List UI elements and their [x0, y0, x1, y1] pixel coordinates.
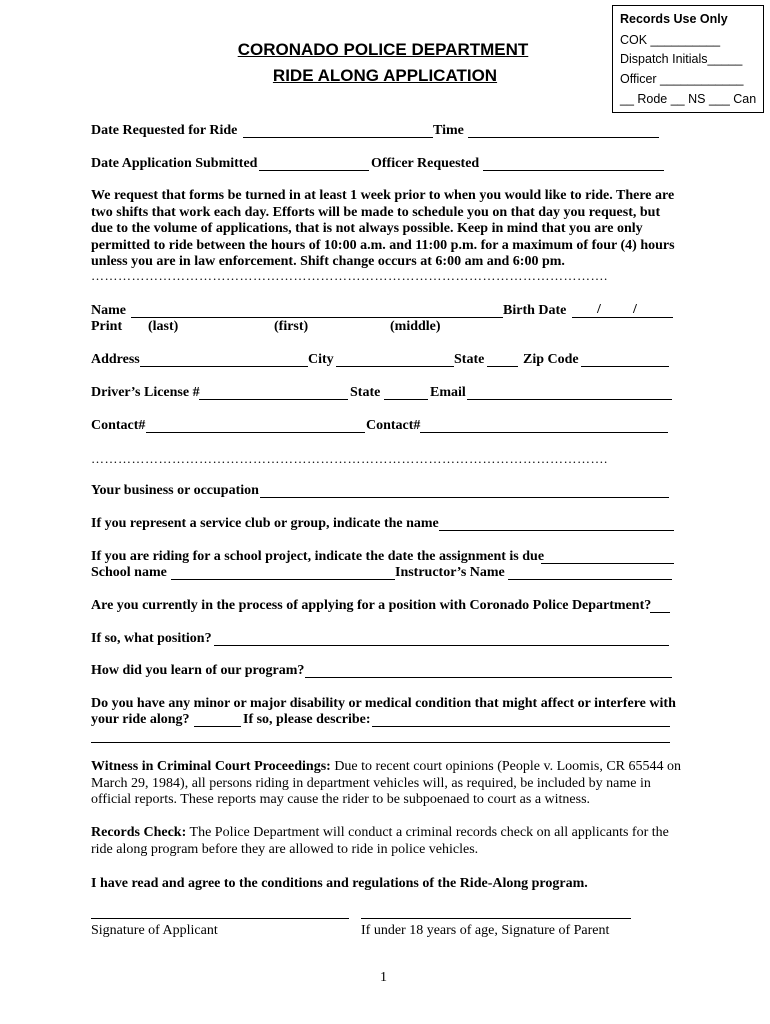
time-field[interactable] — [468, 137, 659, 138]
contact-1-field[interactable] — [146, 432, 365, 433]
city-field[interactable] — [336, 366, 454, 367]
page-number: 1 — [380, 970, 387, 985]
business-label: Your business or occupation — [91, 483, 259, 498]
license-state-label: State — [350, 385, 381, 400]
first-name-hint: (first) — [274, 319, 309, 334]
parent-signature-label: If under 18 years of age, Signature of Parent — [361, 923, 610, 938]
contact-1-label: Contact# — [91, 418, 146, 433]
disability-describe-field[interactable] — [372, 726, 670, 727]
witness-text: official reports. These reports may cause the rider to be subpoenaed to court as a witness. — [91, 792, 591, 807]
witness-paragraph — [91, 759, 685, 809]
service-club-field[interactable] — [439, 530, 674, 531]
address-field[interactable] — [140, 366, 308, 367]
instructor-name-label: Instructor’s Name — [395, 565, 505, 580]
page-title: CORONADO POLICE DEPARTMENT — [237, 40, 529, 59]
witness-heading: Witness in Criminal Court Proceedings: — [91, 759, 331, 774]
intro-line: permitted to ride between the hours of 10:00 a.m. and 11:00 p.m. for a maximum of four (4) hours — [91, 237, 675, 253]
disability-describe-label: If so, please describe: — [243, 712, 371, 727]
zip-code-label: Zip Code — [523, 352, 579, 367]
date-requested-field[interactable] — [243, 137, 433, 138]
officer-requested-label: Officer Requested — [371, 156, 480, 171]
drivers-license-field[interactable] — [199, 399, 348, 400]
learn-field[interactable] — [305, 677, 672, 678]
applying-answer-field[interactable] — [650, 612, 670, 613]
position-field[interactable] — [214, 645, 669, 646]
date-submitted-label: Date Application Submitted — [91, 156, 258, 171]
records-check-text: The Police Department will conduct a criminal records check on all applicants for the — [186, 825, 669, 840]
disability-ride-along-label: your ride along? — [91, 712, 190, 727]
disability-question: Do you have any minor or major disability or medical condition that might affect or interfere with — [91, 696, 676, 711]
last-name-hint: (last) — [148, 319, 179, 334]
school-name-field[interactable] — [171, 579, 395, 580]
email-label: Email — [430, 385, 466, 400]
license-state-field[interactable] — [384, 399, 428, 400]
witness-text: Due to recent court opinions (People v. Loomis, CR 65544 on — [330, 759, 682, 774]
birth-date-slash: / — [633, 302, 637, 317]
name-label: Name — [91, 303, 126, 318]
birth-date-label: Birth Date — [503, 303, 567, 318]
records-heading: Records Use Only — [620, 12, 728, 26]
page-subtitle: RIDE ALONG APPLICATION — [272, 66, 498, 85]
intro-line: We request that forms be turned in at least 1 week prior to when you would like to ride. There are — [91, 188, 675, 203]
records-check-text: ride along program before they are allowed to ride in police vehicles. — [91, 841, 479, 857]
birth-date-field[interactable] — [572, 317, 673, 318]
records-dispatch-initials: Dispatch Initials_____ — [620, 52, 743, 66]
name-field[interactable] — [131, 317, 503, 318]
disability-describe-field-2[interactable] — [91, 742, 670, 743]
middle-name-hint: (middle) — [390, 319, 441, 334]
applicant-signature-label: Signature of Applicant — [91, 923, 218, 938]
records-check-heading: Records Check: — [91, 825, 187, 840]
officer-requested-field[interactable] — [483, 170, 664, 171]
intro-paragraph — [91, 188, 685, 271]
records-officer: Officer ____________ — [620, 72, 744, 86]
learn-label: How did you learn of our program? — [91, 663, 305, 678]
intro-line: two shifts that work each day. Efforts will be made to schedule you on that day you request, but — [91, 204, 661, 220]
date-submitted-field[interactable] — [259, 170, 369, 171]
records-check-paragraph — [91, 825, 685, 858]
state-label: State — [454, 352, 485, 367]
instructor-name-field[interactable] — [508, 579, 672, 580]
school-project-due-field[interactable] — [541, 563, 674, 564]
intro-line: due to the volume of applications, that is not always possible. Keep in mind that you are only — [91, 221, 643, 236]
school-project-label: If you are riding for a school project, indicate the date the assignment is due — [91, 549, 545, 564]
disability-answer-field[interactable] — [194, 726, 241, 727]
applying-question: Are you currently in the process of applying for a position with Coronado Police Department? — [91, 598, 652, 613]
date-requested-label: Date Requested for Ride — [91, 123, 238, 138]
time-label: Time — [433, 123, 464, 138]
zip-code-field[interactable] — [581, 366, 669, 367]
city-label: City — [308, 352, 334, 367]
dotted-separator-2: ……………………………………………………………………………………………………. — [91, 451, 608, 466]
state-field[interactable] — [487, 366, 518, 367]
records-cok: COK __________ — [620, 33, 721, 47]
business-field[interactable] — [260, 497, 669, 498]
records-status: __ Rode __ NS ___ Can — [620, 92, 757, 106]
parent-signature-line[interactable] — [361, 918, 631, 919]
contact-2-field[interactable] — [420, 432, 668, 433]
agreement-statement: I have read and agree to the conditions and regulations of the Ride-Along program. — [91, 876, 588, 891]
address-label: Address — [91, 352, 140, 367]
applicant-signature-line[interactable] — [91, 918, 349, 919]
service-club-label: If you represent a service club or group, indicate the name — [91, 516, 439, 531]
intro-line: unless you are in law enforcement. Shift change occurs at 6:00 am and 6:00 pm. — [91, 254, 565, 269]
school-name-label: School name — [91, 565, 167, 580]
dotted-separator: ……………………………………………………………………………………………………. — [91, 268, 608, 283]
email-field[interactable] — [467, 399, 672, 400]
drivers-license-label: Driver’s License # — [91, 385, 200, 400]
witness-text: March 29, 1984), all persons riding in department vehicles will, as required, be included by name in — [91, 775, 651, 791]
print-label: Print — [91, 319, 123, 334]
birth-date-slash: / — [597, 302, 601, 317]
contact-2-label: Contact# — [366, 418, 421, 433]
position-label: If so, what position? — [91, 631, 212, 646]
